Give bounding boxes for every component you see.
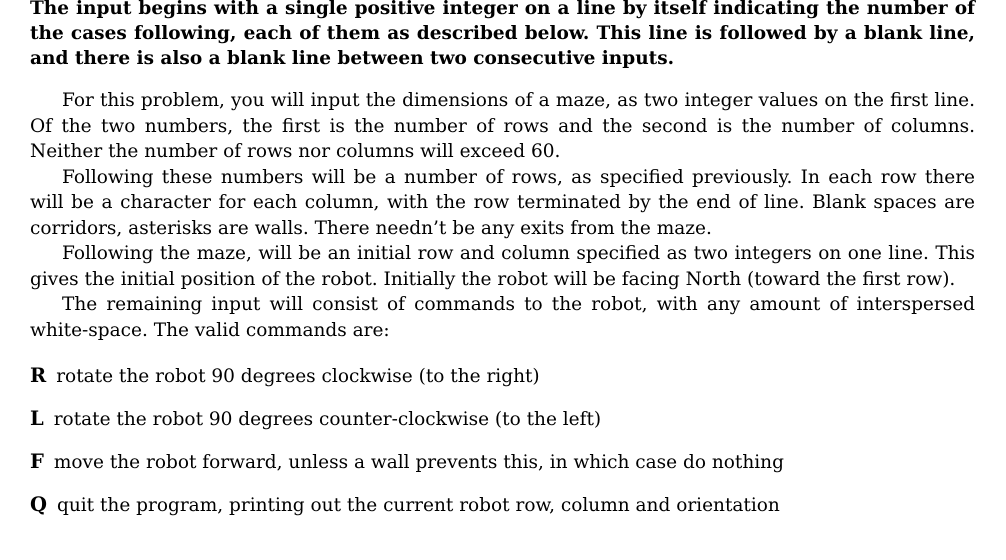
command-item-f <box>30 449 975 475</box>
command-key: R <box>30 364 47 387</box>
command-description: rotate the robot 90 degrees counter-clockwise (to the left) <box>53 409 602 430</box>
command-item-r <box>30 363 975 389</box>
command-key: F <box>30 450 44 473</box>
paragraph-maze-rows: Following these numbers will be a number of rows, as specified previously. In each row there will be a character for each column, with the row terminated by the end of line. Blank spaces are corridors, asterisks are walls. There needn’t be any exits from the maze. <box>30 166 975 239</box>
command-key: Q <box>30 493 47 516</box>
paragraph-initial-position: Following the maze, will be an initial row and column specified as two integers on one line. This gives the initial position of the robot. Initially the robot will be facing North (toward the first row). <box>30 243 975 290</box>
command-item-q <box>30 492 975 518</box>
command-key: L <box>30 407 44 430</box>
command-description: rotate the robot 90 degrees clockwise (to the right) <box>56 366 540 387</box>
command-description: quit the program, printing out the current robot row, column and orientation <box>57 495 780 516</box>
input-format-intro: The input begins with a single positive integer on a line by itself indicating the number of the cases following, each of them as described below. This line is followed by a blank line, and there is also a blank line between two consecutive inputs. <box>30 0 975 69</box>
paragraph-maze-dimensions: For this problem, you will input the dimensions of a maze, as two integer values on the first line. Of the two numbers, the first is the number of rows and the second is the number of columns. Neither the number of rows nor columns will exceed 60. <box>30 90 975 162</box>
command-list <box>30 363 975 518</box>
paragraph-commands-intro: The remaining input will consist of commands to the robot, with any amount of interspersed white-space. The valid commands are: <box>30 294 975 341</box>
problem-input-section <box>30 0 975 535</box>
command-description: move the robot forward, unless a wall prevents this, in which case do nothing <box>53 452 784 473</box>
command-item-l <box>30 406 975 432</box>
